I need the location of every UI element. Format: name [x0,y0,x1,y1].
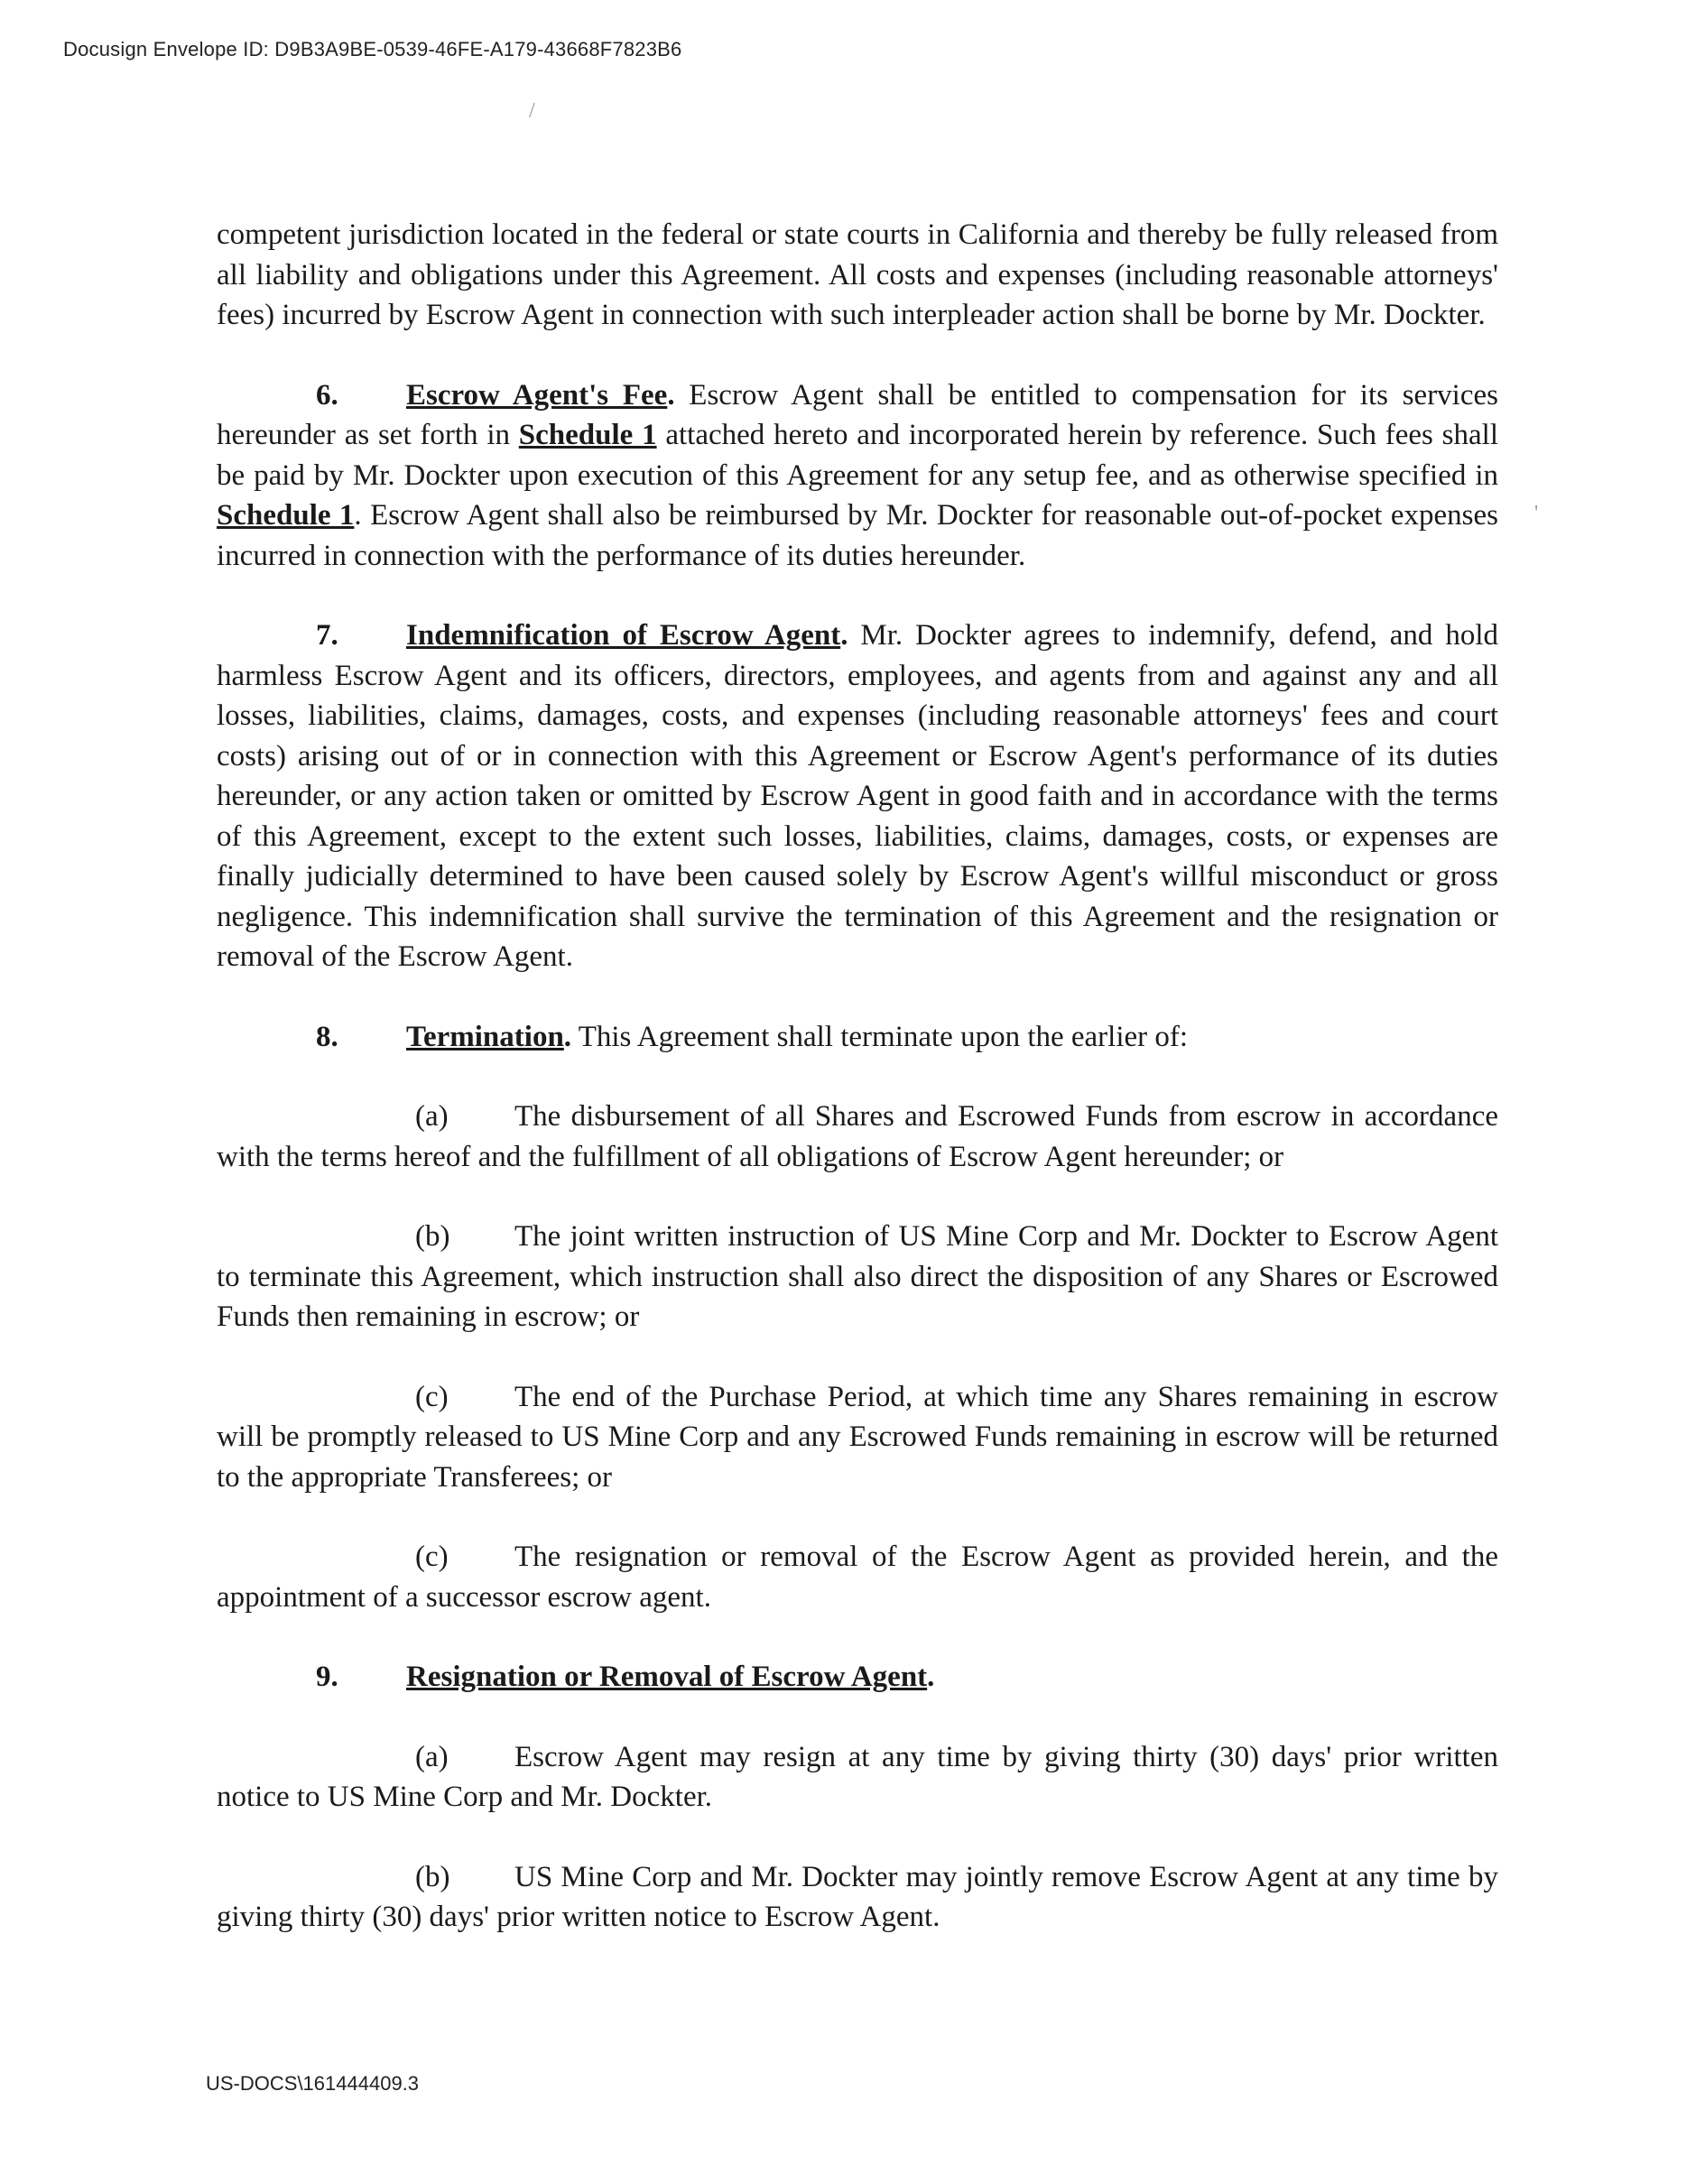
document-body [217,215,1498,1938]
termination-item: (c) The resignation or removal of the Escrow Agent as provided herein, and the appointment of a successor escrow agent. [217,1541,1498,1614]
section-7: 7. Indemnification of Escrow Agent. Mr. Dockter agrees to indemnify, defend, and hold harmless Escrow Agent and its officers, directors, employees, and agents from and against any and all losses, liabilities, claims, damages, costs, and expenses (including reasonable attorneys' fees and court costs) arising out of or in connection with this Agreement or Escrow Agent's performance of its duties hereunder, or any action taken or omitted by Escrow Agent in good faith and in accordance with the terms of this Agreement, except to the extent such losses, liabilities, claims, damages, costs, or expenses are finally judicially determined to have been caused solely by Escrow Agent's willful misconduct or gross negligence. This indemnification shall survive the termination of this Agreement and the resignation or removal of the Escrow Agent. [217,615,1498,977]
section-heading: Indemnification of Escrow Agent [406,619,841,652]
docusign-envelope-id: Docusign Envelope ID: D9B3A9BE-0539-46FE-A179-43668F7823B6 [63,38,682,60]
schedule-reference: Schedule 1 [518,419,657,451]
section-heading: Escrow Agent's Fee [406,378,668,412]
section-number: 7. [316,619,338,652]
scan-mark: ' [1534,502,1539,525]
section-number: 8. [316,1020,338,1053]
section-9: 9. Resignation or Removal of Escrow Agent. [217,1657,1498,1698]
section-8: 8. Termination. This Agreement shall terminate upon the earlier of: [217,1017,1498,1058]
section-number: 6. [316,378,338,412]
termination-item: (b) The joint written instruction of US Mine Corp and Mr. Dockter to Escrow Agent to terminate this Agreement, which instruction shall also direct the disposition of any Shares or Escrowed Funds then remaining in escrow; or [217,1220,1498,1333]
scan-mark: / [529,99,535,123]
section-6: 6. Escrow Agent's Fee. Escrow Agent shall be entitled to compensation for its services hereunder as set forth in Schedule 1 attached hereto and incorporated herein by reference. Such fees shall be paid by Mr. Dockter upon execution of this Agreement for any setup fee, and as otherwise specified in Schedule 1. Escrow Agent shall also be reimbursed by Mr. Dockter for reasonable out-of-pocket expenses incurred in connection with the performance of its duties hereunder. [217,375,1498,577]
termination-item: (c) The end of the Purchase Period, at which time any Shares remaining in escrow will be promptly released to US Mine Corp and any Escrowed Funds remaining in escrow will be returned to the appropriate Transferees; or [217,1380,1498,1494]
section-heading: Resignation or Removal of Escrow Agent [406,1661,928,1693]
termination-item: (a) The disbursement of all Shares and Escrowed Funds from escrow in accordance with the terms hereof and the fulfillment of all obligations of Escrow Agent hereunder; or [217,1100,1498,1173]
section-heading: Termination [406,1020,564,1053]
section-number: 9. [316,1661,338,1693]
footer-document-id: US-DOCS\161444409.3 [206,2072,420,2095]
resignation-item: (a) Escrow Agent may resign at any time by giving thirty (30) days' prior written notice to US Mine Corp and Mr. Dockter. [217,1740,1498,1813]
resignation-item: (b) US Mine Corp and Mr. Dockter may jointly remove Escrow Agent at any time by giving thirty (30) days' prior written notice to Escrow Agent. [217,1860,1498,1933]
paragraph-intro: competent jurisdiction located in the federal or state courts in California and thereby be fully released from all liability and obligations under this Agreement. All costs and expenses (including reasonable attorneys' fees) incurred by Escrow Agent in connection with such interpleader action shall be borne by Mr. Dockter. [217,218,1498,331]
schedule-reference: Schedule 1 [217,499,355,532]
